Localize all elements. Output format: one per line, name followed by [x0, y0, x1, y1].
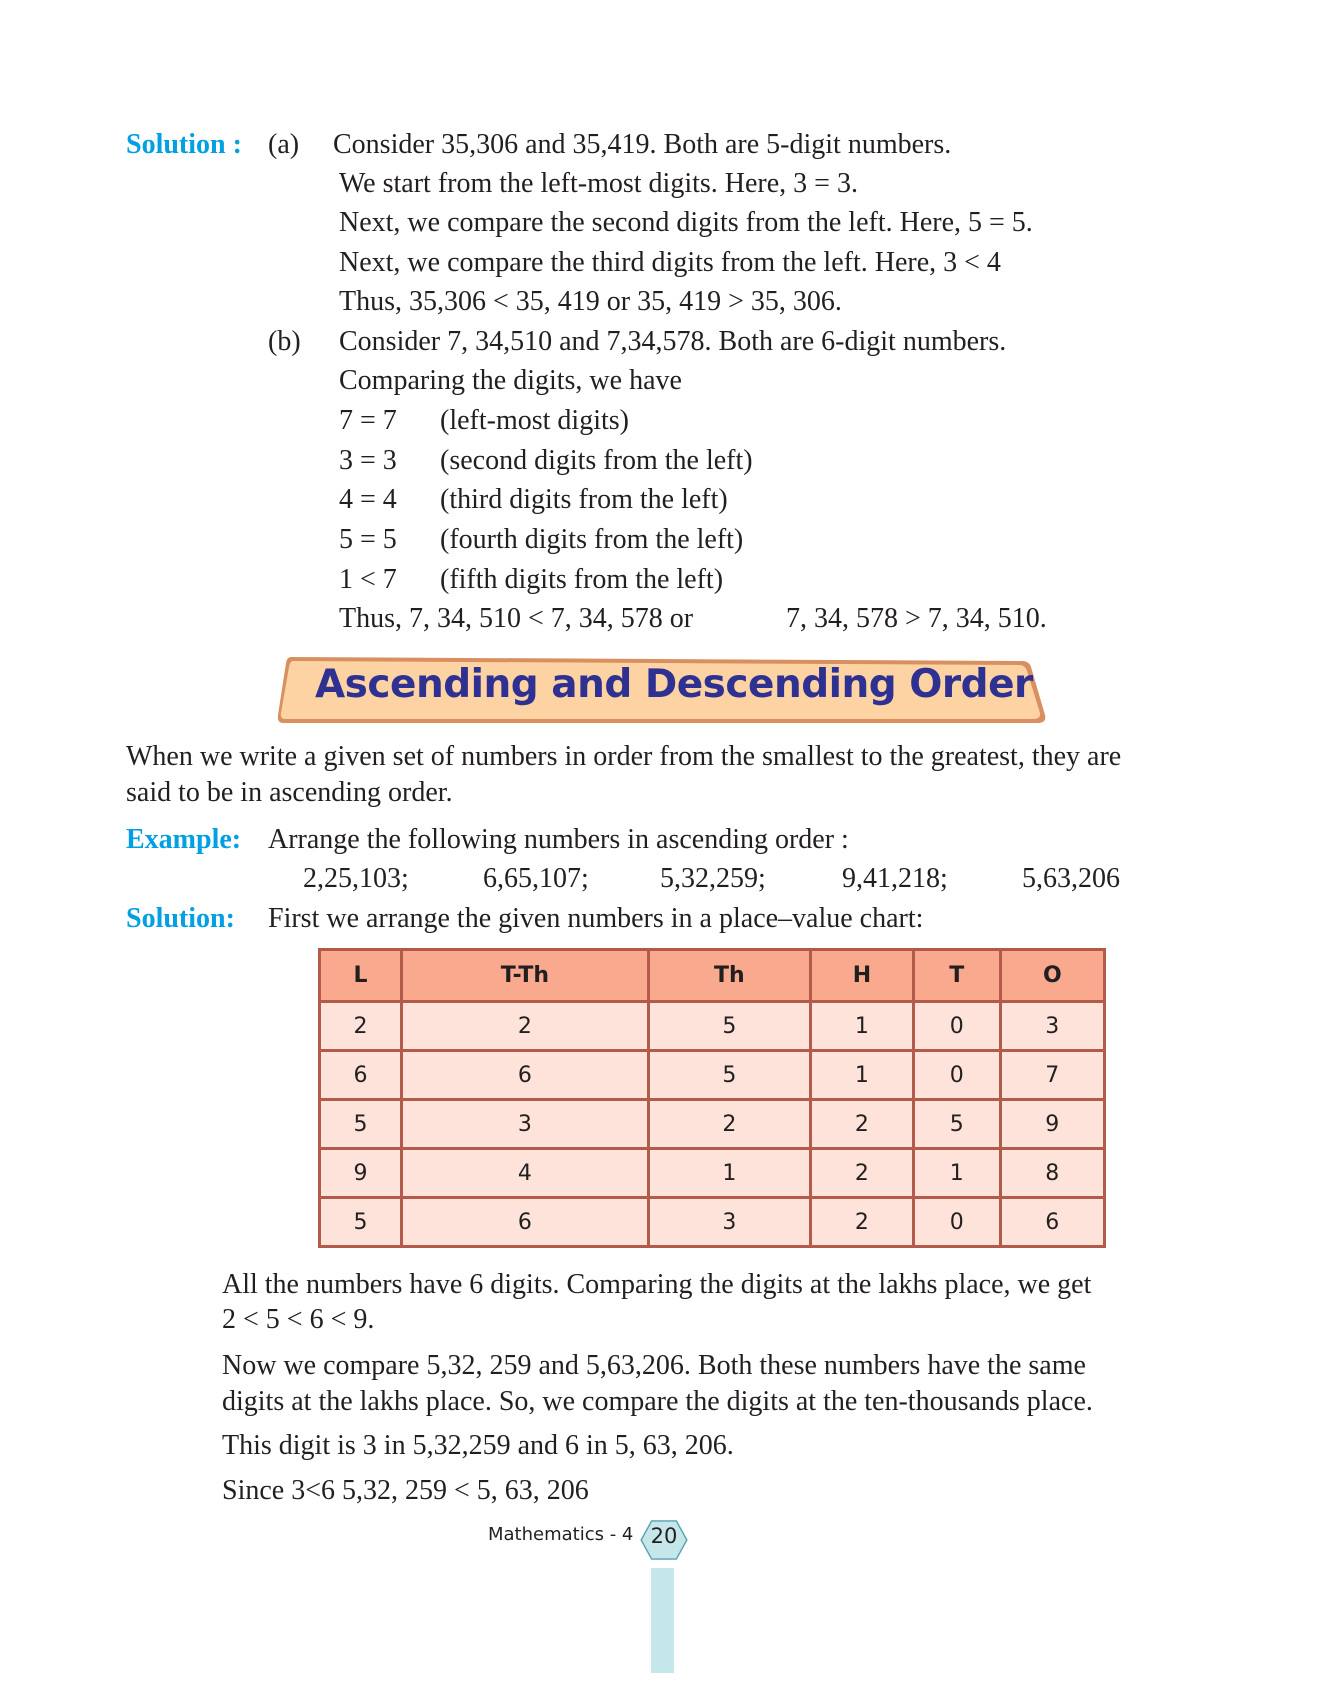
table-cell: 2 [648, 1100, 810, 1149]
explanation-line: Now we compare 5,32, 259 and 5,63,206. Both these numbers have the same [222, 1350, 1086, 1381]
part-b-line: Comparing the digits, we have [339, 365, 682, 396]
comparison-expr: 5 = 5 [339, 524, 397, 555]
example-text: Arrange the following numbers in ascending order : [268, 824, 849, 855]
explanation-line: Since 3<6 5,32, 259 < 5, 63, 206 [222, 1475, 589, 1506]
table-cell: 2 [810, 1100, 913, 1149]
table-cell: 1 [810, 1051, 913, 1100]
example-label: Example: [126, 824, 242, 855]
example-number: 9,41,218; [842, 863, 948, 894]
table-cell: 1 [913, 1149, 1000, 1198]
page-tab-bar [651, 1568, 674, 1673]
explanation-line: This digit is 3 in 5,32,259 and 6 in 5, 63, 206. [222, 1430, 734, 1461]
comparison-note: (left-most digits) [440, 405, 629, 436]
example-number: 2,25,103; [303, 863, 409, 894]
table-row [320, 1149, 1105, 1198]
comparison-note: (fourth digits from the left) [440, 524, 744, 555]
table-cell: 7 [1000, 1051, 1104, 1100]
table-row [320, 1100, 1105, 1149]
example-number: 5,63,206 [1022, 863, 1120, 894]
solution-label: Solution : [126, 129, 242, 160]
table-cell: 2 [401, 1002, 648, 1051]
table-cell: 8 [1000, 1149, 1104, 1198]
conclusion-left: Thus, 7, 34, 510 < 7, 34, 578 or [339, 603, 694, 634]
table-cell: 2 [810, 1198, 913, 1247]
part-a-line: Thus, 35,306 < 35, 419 or 35, 419 > 35, 306. [339, 286, 842, 317]
page-number: 20 [650, 1524, 678, 1548]
table-row [320, 1002, 1105, 1051]
table-cell: 9 [1000, 1100, 1104, 1149]
place-value-chart [318, 948, 1106, 1248]
solution-label: Solution: [126, 903, 235, 934]
solution-text: First we arrange the given numbers in a place–value chart: [268, 903, 924, 934]
conclusion-right: 7, 34, 578 > 7, 34, 510. [786, 603, 1047, 634]
column-header: H [810, 950, 913, 1002]
comparison-expr: 3 = 3 [339, 445, 397, 476]
section-title: Ascending and Descending Order [315, 662, 1033, 707]
comparison-expr: 7 = 7 [339, 405, 397, 436]
table-cell: 5 [648, 1051, 810, 1100]
comparison-expr: 4 = 4 [339, 484, 397, 515]
comparison-note: (second digits from the left) [440, 445, 753, 476]
explanation-line: 2 < 5 < 6 < 9. [222, 1304, 375, 1335]
part-b-marker: (b) [268, 326, 301, 357]
column-header: L [320, 950, 402, 1002]
table-cell: 2 [810, 1149, 913, 1198]
table-cell: 4 [401, 1149, 648, 1198]
table-cell: 6 [401, 1198, 648, 1247]
table-row [320, 1051, 1105, 1100]
explanation-line: digits at the lakhs place. So, we compare the digits at the ten-thousands place. [222, 1386, 1093, 1417]
example-number: 6,65,107; [483, 863, 589, 894]
table-cell: 5 [913, 1100, 1000, 1149]
book-title: Mathematics - 4 [488, 1524, 634, 1545]
table-cell: 0 [913, 1002, 1000, 1051]
column-header: T-Th [401, 950, 648, 1002]
table-cell: 5 [320, 1100, 402, 1149]
part-a-line: Next, we compare the second digits from the left. Here, 5 = 5. [339, 207, 1033, 238]
explanation-line: All the numbers have 6 digits. Comparing the digits at the lakhs place, we get [222, 1269, 1092, 1300]
part-a-line: Consider 35,306 and 35,419. Both are 5-digit numbers. [333, 129, 952, 160]
table-cell: 6 [401, 1051, 648, 1100]
table-cell: 5 [648, 1002, 810, 1051]
table-cell: 6 [320, 1051, 402, 1100]
table-cell: 5 [320, 1198, 402, 1247]
part-a-line: Next, we compare the third digits from the left. Here, 3 < 4 [339, 247, 1001, 278]
example-number: 5,32,259; [660, 863, 766, 894]
comparison-note: (third digits from the left) [440, 484, 728, 515]
table-cell: 3 [648, 1198, 810, 1247]
column-header: T [913, 950, 1000, 1002]
table-cell: 0 [913, 1198, 1000, 1247]
table-row [320, 1198, 1105, 1247]
intro-line: When we write a given set of numbers in order from the smallest to the greatest, they are [126, 741, 1122, 772]
section-banner [277, 653, 1047, 723]
table-cell: 3 [1000, 1002, 1104, 1051]
table-cell: 3 [401, 1100, 648, 1149]
table-cell: 0 [913, 1051, 1000, 1100]
table-cell: 6 [1000, 1198, 1104, 1247]
table-cell: 1 [648, 1149, 810, 1198]
intro-line: said to be in ascending order. [126, 777, 453, 808]
table-cell: 1 [810, 1002, 913, 1051]
part-b-line: Consider 7, 34,510 and 7,34,578. Both are 6-digit numbers. [339, 326, 1007, 357]
table-header-row [320, 950, 1105, 1002]
comparison-note: (fifth digits from the left) [440, 564, 724, 595]
table-cell: 9 [320, 1149, 402, 1198]
table-cell: 2 [320, 1002, 402, 1051]
column-header: O [1000, 950, 1104, 1002]
comparison-expr: 1 < 7 [339, 564, 397, 595]
part-a-marker: (a) [268, 129, 300, 160]
column-header: Th [648, 950, 810, 1002]
part-a-line: We start from the left-most digits. Here, 3 = 3. [339, 168, 858, 199]
